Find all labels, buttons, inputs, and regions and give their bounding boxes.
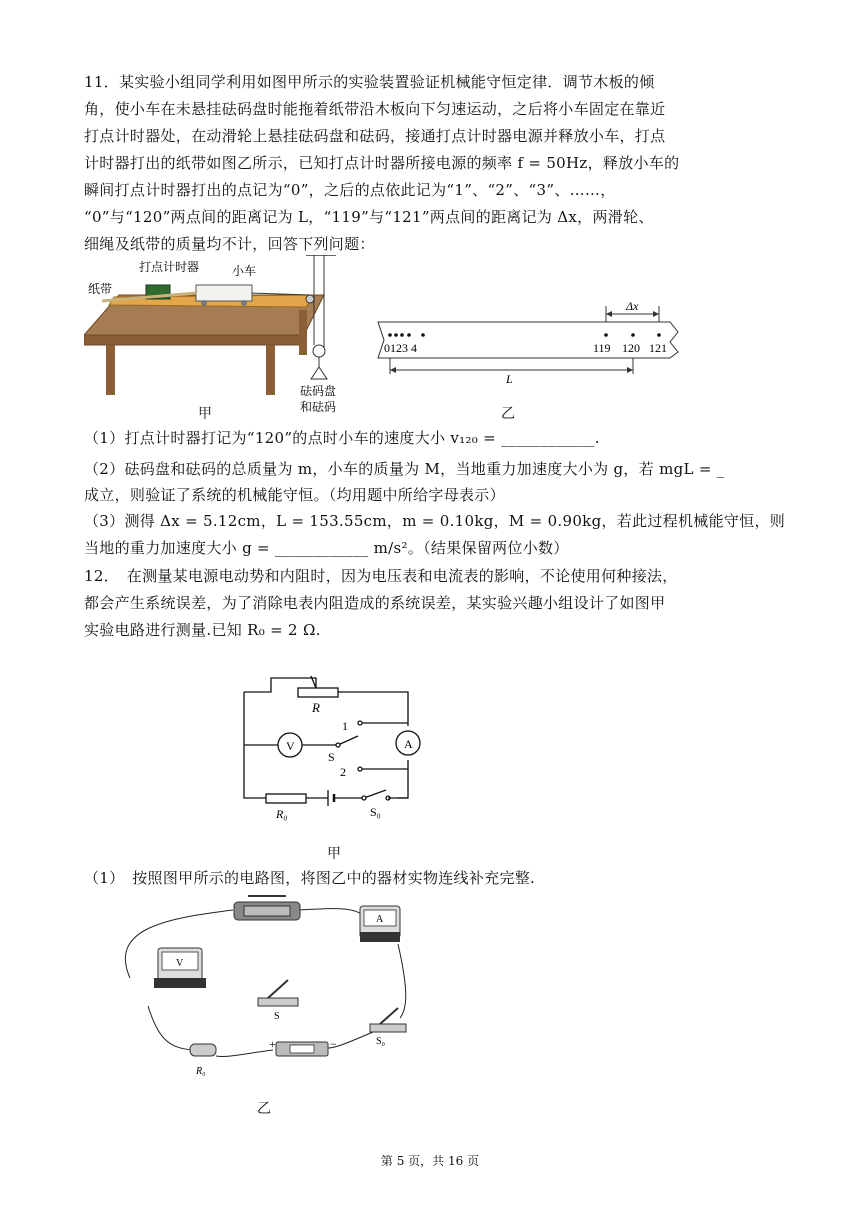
switch-S-device [258,980,298,1022]
pos-2-label: 2 [340,765,346,779]
label-weight-2: 和砝码 [300,400,337,414]
q11-line-3: 打点计时器处，在动滑轮上悬挂砝码盘和砝码，接通打点计时器电源并释放小车，打点 [84,127,666,145]
switch-S-label: S [274,1011,280,1022]
q11-sub3-a: （3）测得 Δx = 5.12cm，L = 153.55cm，m = 0.10kg，M = 0.90kg，若此过程机械能守恒，则 [84,512,786,530]
circuit-diagram [236,668,426,823]
q12-line-2: 都会产生系统误差，为了消除电表内阻造成的系统误差，某实验兴趣小组设计了如图甲 [84,594,666,612]
q11-sub1: （1）打点计时器打记为“120”的点时小车的速度大小 v₁₂₀ = ____________. [84,429,600,447]
battery-device [269,1037,337,1056]
label-tape: 纸带 [88,282,113,296]
q11-sub2-b: 成立，则验证了系统的机械能守恒。（均用题中所给字母表示） [84,486,505,504]
table-leg [106,345,115,395]
switch-S0-label: S₀ [376,1036,386,1047]
q11-line-4: 计时器打出的纸带如图乙所示，已知打点计时器所接电源的频率 f = 50Hz，释放小车的 [84,154,680,172]
circuit-caption: 甲 [327,846,341,862]
voltmeter-device [154,948,206,988]
q11-line-2: 角，使小车在未悬挂砝码盘时能拖着纸带沿木板向下匀速运动，之后将小车固定在靠近 [84,100,666,118]
point-120: 120 [622,341,640,355]
car [196,285,252,301]
L-label: L [506,372,513,385]
resistor-R0-device [190,1044,216,1077]
ammeter-label: A [376,914,384,925]
R-label: R [312,700,320,715]
physical-wiring-figure [108,888,418,1093]
label-timer: 打点计时器 [139,260,200,274]
fixed-pulley [306,295,314,303]
point-121: 121 [649,341,667,355]
apparatus-figure [84,255,354,420]
q12-line-1: 12． 在测量某电源电动势和内阻时，因为电压表和电流表的影响，不论使用何种接法， [84,567,678,585]
voltmeter-label: V [176,958,184,969]
paper-tape-figure [376,300,686,385]
physical-caption: 乙 [257,1101,271,1117]
S-label: S [328,750,335,764]
q11-line-5: 瞬间打点计时器打出的点记为“0”，之后的点依此记为“1”、“2”、“3”、……， [84,181,616,199]
switch-S0-device [370,1008,406,1047]
q11-sub3-b: 当地的重力加速度大小 g = ____________ m/s²。（结果保留两位小数） [84,539,569,557]
q11-line-7: 细绳及纸带的质量均不计，回答下列问题： [84,235,375,253]
point-119: 119 [593,341,611,355]
S0-label: S₀ [370,805,381,819]
page-footer: 第 5 页，共 16 页 [380,1154,480,1168]
A-label: A [404,737,413,751]
table-leg [299,310,307,355]
resistor-R0-label: R₀ [196,1066,206,1077]
rheostat-device [234,896,300,920]
V-label: V [286,739,295,753]
R0-label: R₀ [276,807,288,821]
q11-sub2-a: （2）砝码盘和砝码的总质量为 m，小车的质量为 M，当地重力加速度大小为 g，若 mgL = _ [84,460,725,478]
pos-1-label: 1 [342,719,348,733]
q12-sub1: （1） 按照图甲所示的电路图，将图乙中的器材实物连线补充完整. [84,869,536,887]
label-car: 小车 [232,264,257,278]
fig-jia-caption: 甲 [198,406,212,422]
weight-pan [311,367,327,379]
q11-line-1: 11．某实验小组同学利用如图甲所示的实验装置验证机械能守恒定律．调节木板的倾 [84,73,655,91]
resistor-R0 [266,794,306,803]
battery-minus: − [330,1037,337,1051]
table-edge [84,335,304,345]
movable-pulley [313,345,325,357]
label-weight-1: 砝码盘 [300,384,337,398]
dx-label: Δx [626,300,639,313]
q12-line-3: 实验电路进行测量.已知 R₀ = 2 Ω. [84,621,321,639]
points-left: 0123 4 [384,341,417,355]
fig-yi-caption: 乙 [501,406,515,422]
battery-plus: + [269,1037,276,1051]
rheostat-R [298,688,338,697]
ammeter-device [360,906,400,942]
q11-line-6: “0”与“120”两点间的距离记为 L，“119”与“121”两点间的距离记为 Δx，两滑轮、 [84,208,654,226]
table-leg [266,345,275,395]
